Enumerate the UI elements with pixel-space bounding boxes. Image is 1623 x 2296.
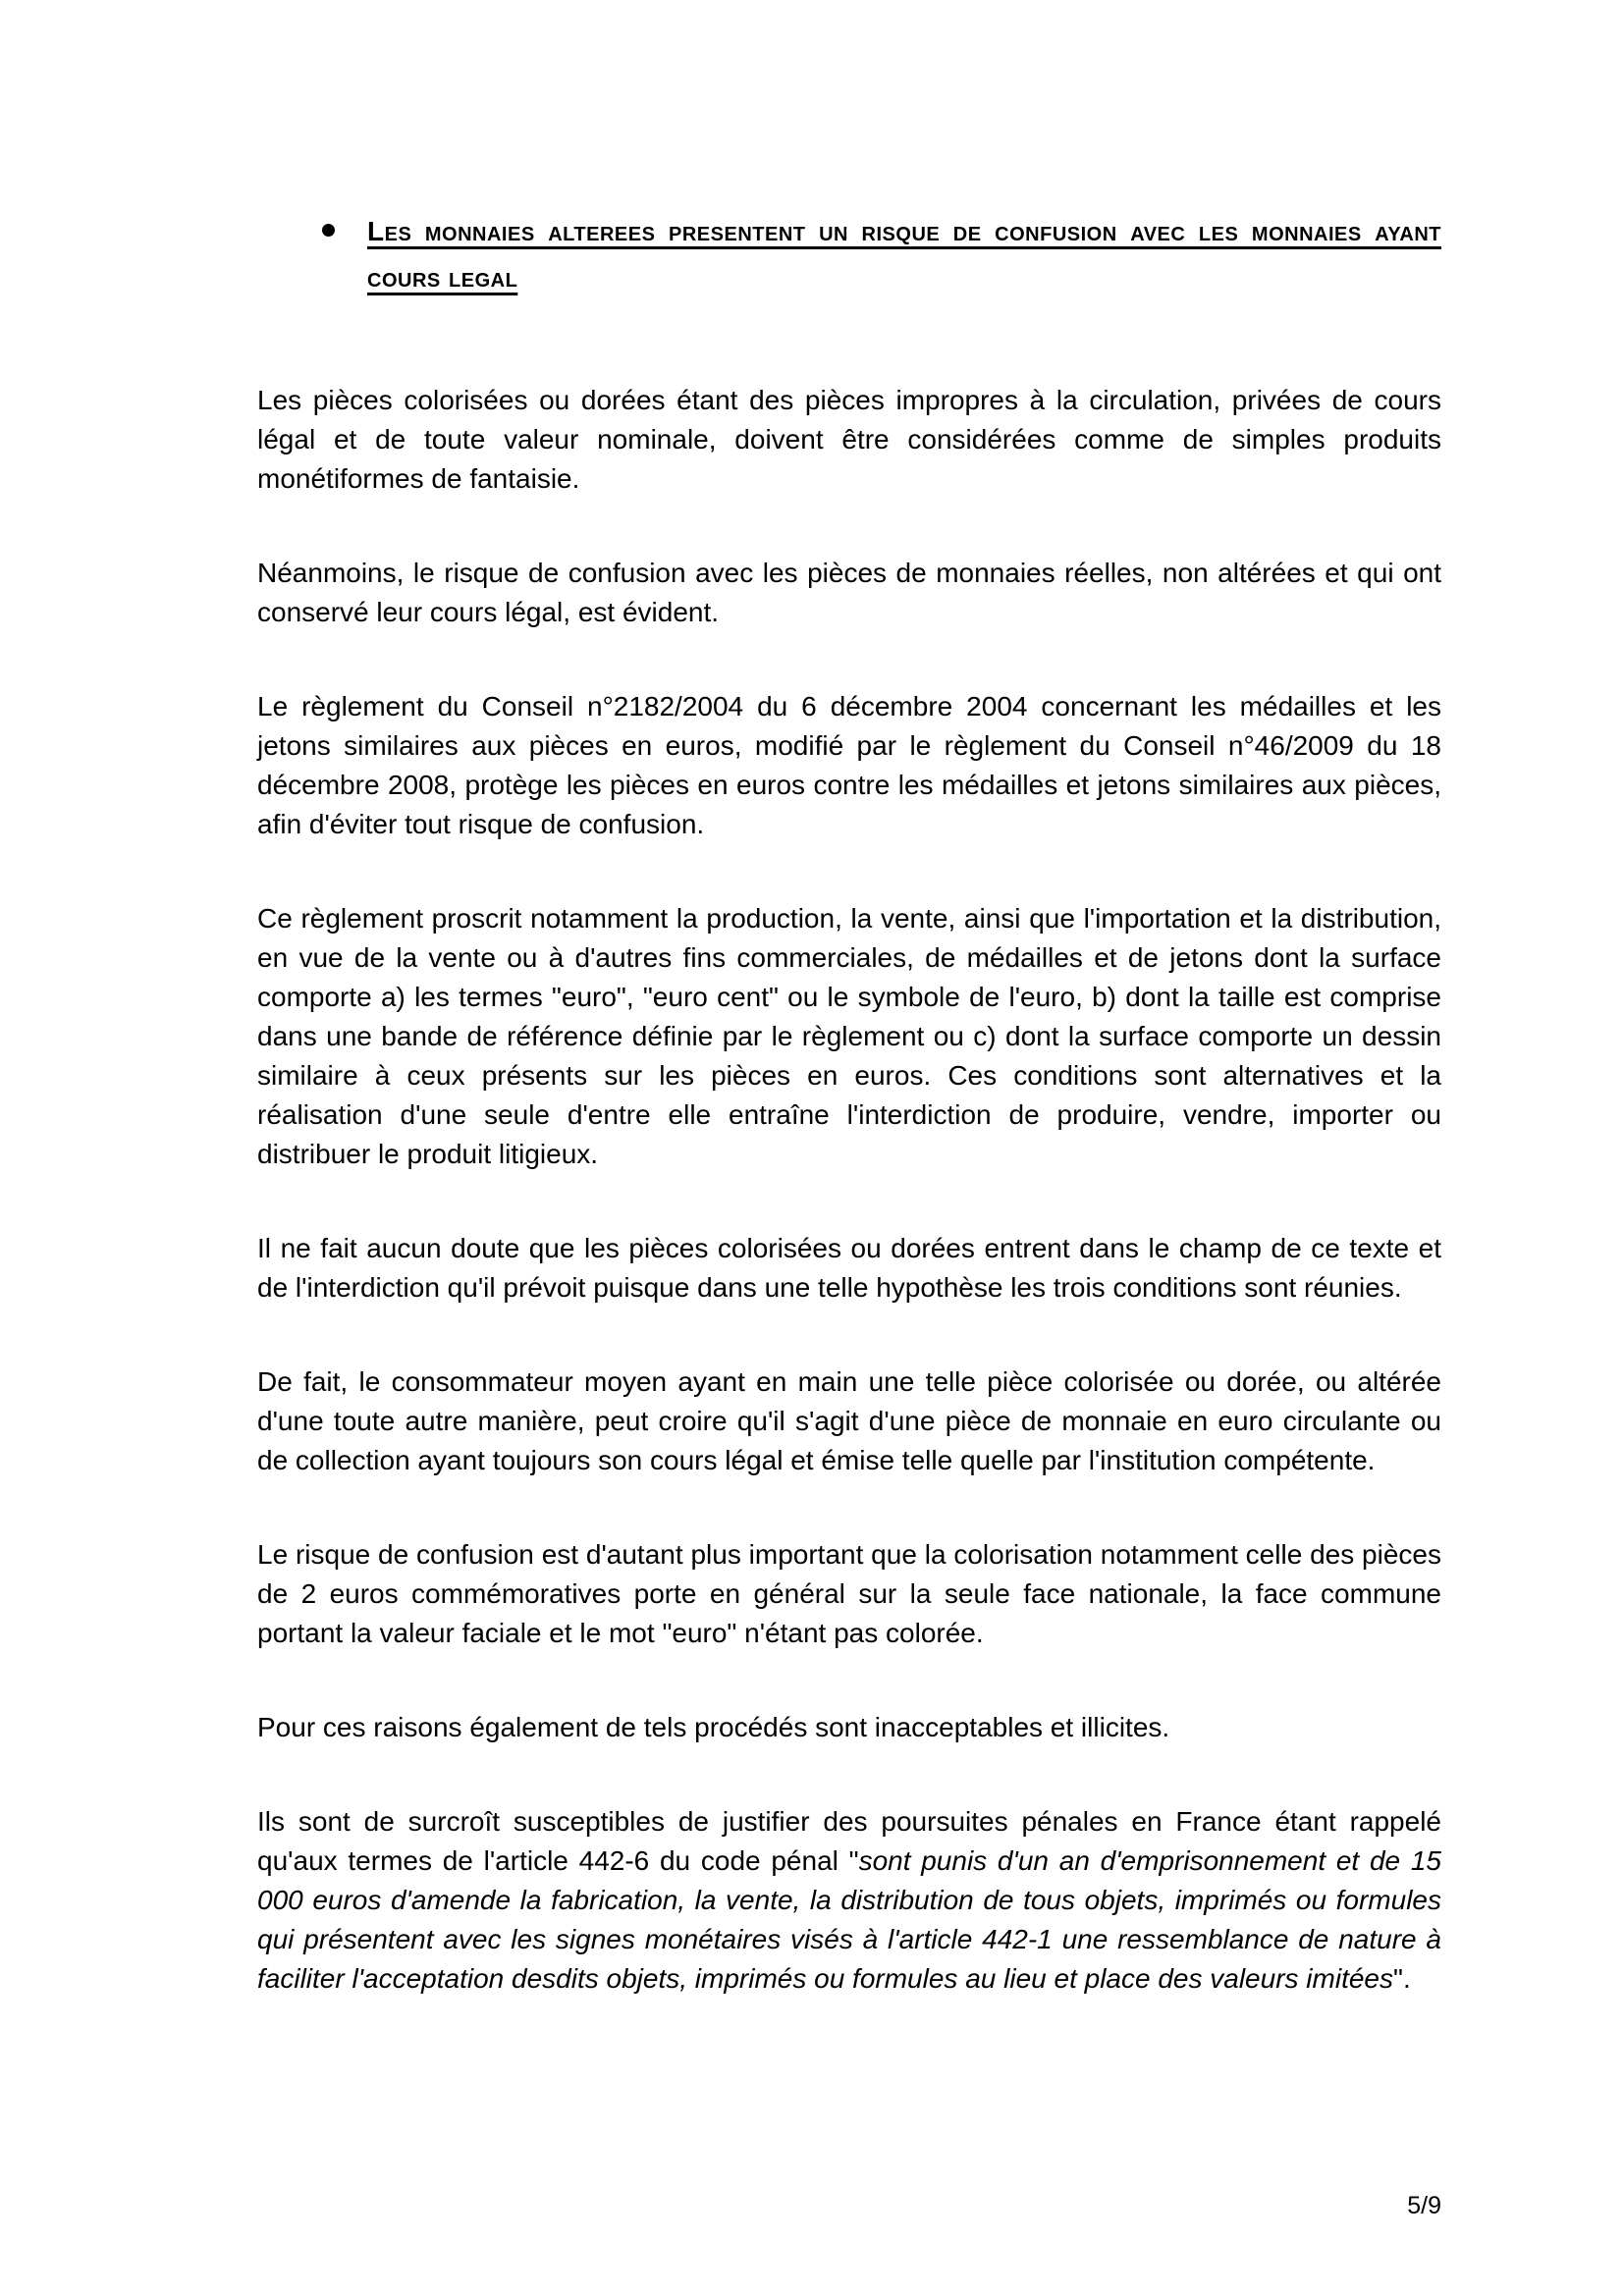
paragraph-commemorative-coins: Le risque de confusion est d'autant plus important que la colorisation notamment celle des pièces de 2 euros commémoratives porte en général sur la seule face nationale, la face commune portant la valeur faciale et le mot "euro" n'étant pas colorée. xyxy=(257,1539,1441,1648)
paragraph-average-consumer: De fait, le consommateur moyen ayant en main une telle pièce colorisée ou dorée, ou altérée d'une toute autre manière, peut croire qu'il s'agit d'une pièce de monnaie en euro circulante ou de collection ayant toujours son cours légal et émise telle quelle par l'institution compétente. xyxy=(257,1366,1441,1475)
bullet-icon xyxy=(322,224,335,237)
section-heading-title: Les monnaies alterees presentent un risque de confusion avec les monnaies ayant cours legal xyxy=(367,216,1441,293)
paragraph-regulation-prohibitions: Ce règlement proscrit notamment la production, la vente, ainsi que l'importation et la distribution, en vue de la vente ou à d'autres fins commerciales, de médailles et de jetons dont la surface comporte a) les termes "euro", "euro cent" ou le symbole de l'euro, b) dont la taille est comprise dans une bande de référence définie par le règlement ou c) dont la surface comporte un dessin similaire à ceux présents sur les pièces en euros. Ces conditions sont alternatives et la réalisation d'une seule d'entre elle entraîne l'interdiction de produire, vendre, importer ou distribuer le produit litigieux. xyxy=(257,903,1441,1169)
paragraph-no-doubt: Il ne fait aucun doute que les pièces colorisées ou dorées entrent dans le champ de ce texte et de l'interdiction qu'il prévoit puisque dans une telle hypothèse les trois conditions sont réunies. xyxy=(257,1233,1441,1303)
page-number: 5/9 xyxy=(1407,2192,1441,2219)
paragraph-penal-code xyxy=(257,1802,1441,1999)
penal-code-closing: ". xyxy=(1393,1963,1411,1994)
paragraph-council-regulation: Le règlement du Conseil n°2182/2004 du 6 décembre 2004 concernant les médailles et les jetons similaires aux pièces en euros, modifié par le règlement du Conseil n°46/2009 du 18 décembre 2008, protège les pièces en euros contre les médailles et jetons similaires aux pièces, afin d'éviter tout risque de confusion. xyxy=(257,691,1441,839)
penal-code-lead-text: Ils sont de surcroît susceptibles de justifier des poursuites pénales en France étant rappelé qu'aux termes de l'article 442-6 du code pénal " xyxy=(257,1806,1441,1876)
section-heading xyxy=(322,208,1441,300)
paragraph-unacceptable: Pour ces raisons également de tels procédés sont inacceptables et illicites. xyxy=(257,1712,1170,1742)
penal-code-quotation: sont punis d'un an d'emprisonnement et de 15 000 euros d'amende la fabrication, la vente, la distribution de tous objets, imprimés ou formules qui présentent avec les signes monétaires visés à l'article 442-1 une ressemblance de nature à faciliter l'acceptation desdits objets, imprimés ou formules au lieu et place des valeurs imitées xyxy=(257,1845,1442,1994)
paragraph-confusion-risk: Néanmoins, le risque de confusion avec les pièces de monnaies réelles, non altérées et qui ont conservé leur cours légal, est évident. xyxy=(257,558,1441,627)
paragraph-colorised-coins: Les pièces colorisées ou dorées étant des pièces impropres à la circulation, privées de cours légal et de toute valeur nominale, doivent être considérées comme de simples produits monétiformes de fantaisie. xyxy=(257,385,1441,494)
